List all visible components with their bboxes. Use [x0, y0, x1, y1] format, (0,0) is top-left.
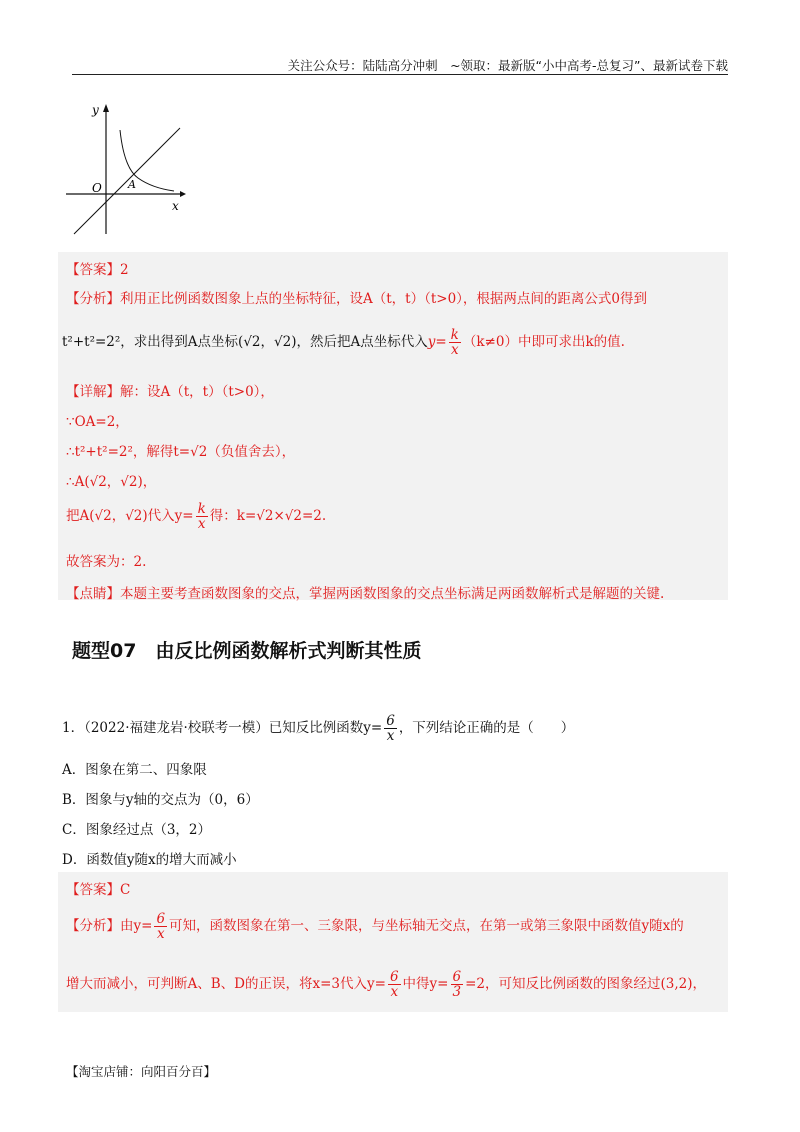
analysis2-post: 可知，函数图象在第一、三象限，与坐标轴无交点，在第一或第三象限中函数值y随x的 [169, 918, 684, 935]
detail-line-5 [66, 502, 326, 531]
frac-denominator: 3 [452, 984, 462, 1001]
frac-denominator: x [197, 516, 206, 533]
question-stem [62, 714, 574, 743]
analysis2-line-2 [66, 970, 706, 999]
answer-value: C [120, 882, 131, 898]
detail-line-1 [66, 380, 274, 400]
detail-line-3 [66, 440, 295, 460]
stem-pre: 1．（2022·福建龙岩·校联考一模）已知反比例函数y= [62, 720, 383, 737]
detail-text-4: ∴A(√2，√2)， [66, 474, 157, 490]
analysis-line-2 [62, 328, 625, 357]
frac-denominator: x [390, 984, 399, 1001]
fraction-6-over-x [154, 912, 167, 941]
detail-text-6: 故答案为：2. [66, 554, 147, 570]
fraction-6-over-x [388, 970, 401, 999]
detail-text-3: ∴t²+t²=2²，解得t=√2（负值舍去）， [66, 444, 296, 460]
analysis-line-1 [66, 287, 647, 307]
frac-numerator: 6 [452, 969, 462, 985]
fraction-6-over-3 [451, 970, 464, 999]
option-b: B．图象与y轴的交点为（0，6） [62, 792, 259, 808]
analysis-eq-left: y= [427, 334, 447, 351]
option-c: C．图象经过点（3，2） [62, 822, 212, 838]
analysis-text-1: 利用正比例函数图象上点的坐标特征，设A（t，t）（t>0），根据两点间的距离公式0得到 [120, 291, 648, 307]
answer-line-1 [66, 258, 129, 278]
frac-numerator: k [450, 327, 459, 343]
frac-numerator: 6 [386, 713, 395, 729]
page-footer: 【淘宝店铺：向阳百分百】 [66, 1064, 217, 1079]
frac-numerator: 6 [389, 969, 399, 985]
option-a: A．图象在第二、四象限 [62, 762, 207, 778]
frac-denominator: x [156, 926, 165, 943]
header-rule [72, 74, 728, 75]
origin-label: O [92, 181, 102, 195]
analysis-tag: 【分析】 [66, 918, 120, 935]
y-axis-arrow [103, 104, 109, 112]
fraction-k-over-x [449, 328, 461, 357]
detail-text-5-post: 得：k=√2×√2=2. [209, 508, 327, 525]
fraction-k-over-x-detail [196, 502, 208, 531]
frac-numerator: 6 [156, 911, 166, 927]
option-d: D．函数值y随x的增大而减小 [62, 852, 237, 868]
detail-text-1: 解：设A（t，t）（t>0）， [120, 384, 274, 400]
comment-line [66, 582, 664, 602]
x-axis-arrow [180, 191, 186, 197]
frac-denominator: x [450, 342, 459, 359]
analysis2-line2-post: =2，可知反比例函数的图象经过(3,2)， [465, 976, 706, 993]
answer-line-2 [66, 878, 130, 898]
function-graph [62, 98, 192, 238]
fraction-6-over-x [384, 714, 397, 743]
section-title: 题型07 由反比例函数解析式判断其性质 [72, 640, 422, 662]
analysis-text-2-pre: t²+t²=2²，求出得到A点坐标(√2，√2)，然后把A点坐标代入 [62, 334, 428, 351]
analysis2-line2-mid: 中得y= [402, 976, 449, 993]
detail-text-5-pre: 把A(√2，√2)代入y= [66, 508, 194, 525]
comment-text: 本题主要考查函数图象的交点，掌握两函数图象的交点坐标满足两函数解析式是解题的关键. [120, 586, 665, 602]
page-header: 关注公众号：陆陆高分冲刺 ~领取：最新版“小中高考-总复习”、最新试卷下载 [287, 58, 728, 73]
proportional-line [74, 128, 180, 234]
answer-tag: 【答案】 [66, 882, 120, 898]
frac-numerator: k [197, 501, 206, 517]
detail-tag: 【详解】 [66, 384, 120, 400]
analysis-tag: 【分析】 [66, 291, 120, 307]
analysis2-pre: 由y= [120, 918, 153, 935]
x-axis-label: x [172, 199, 179, 213]
stem-post: ，下列结论正确的是（ ） [398, 720, 575, 737]
comment-tag: 【点睛】 [66, 586, 120, 602]
analysis2-line2-pre: 增大而减小，可判断A、B、D的正误，将x=3代入y= [66, 976, 386, 993]
analysis-text-2-post: （k≠0）中即可求出k的值. [462, 334, 625, 351]
analysis2-line-1 [66, 912, 684, 941]
detail-text-2: ∵OA=2， [66, 414, 129, 430]
frac-denominator: x [386, 728, 395, 745]
y-axis-label: y [92, 103, 99, 117]
point-a-label: A [128, 178, 136, 191]
detail-line-4 [66, 470, 156, 490]
answer-value: 2 [120, 262, 129, 278]
detail-line-2 [66, 410, 129, 430]
answer-tag: 【答案】 [66, 262, 120, 278]
detail-line-6 [66, 550, 146, 570]
